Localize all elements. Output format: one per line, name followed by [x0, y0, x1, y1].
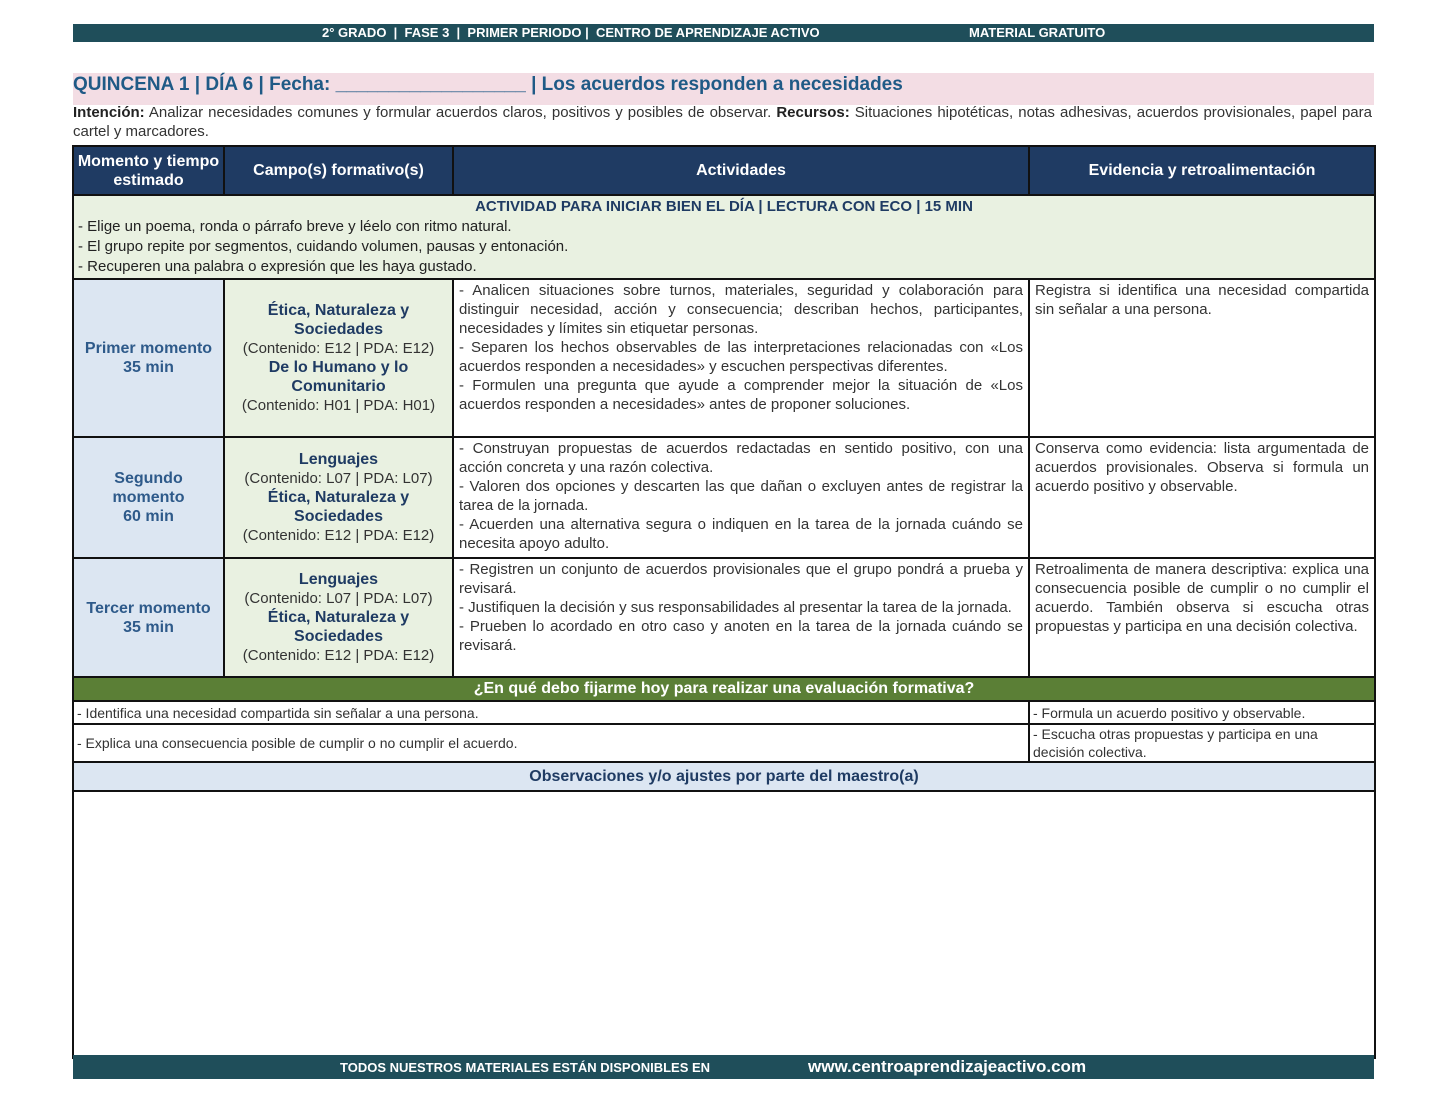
campo-content: (Contenido: E12 | PDA: E12)	[242, 647, 435, 664]
activities-cell	[453, 437, 1029, 558]
moment-name: Primer momento	[84, 340, 213, 357]
page-title: QUINCENA 1 | DÍA 6 | Fecha: __________________ | Los acuerdos responden a necesidades	[73, 73, 1374, 105]
campo-name: Lenguajes	[298, 571, 379, 588]
evidence-cell: Conserva como evidencia: lista argumentada de acuerdos provisionales. Observa si formula un acuerdo positivo y observable.	[1029, 437, 1375, 558]
start-activity-row	[73, 195, 1375, 279]
intent-label: Intención:	[73, 104, 145, 121]
evaluation-item: - Explica una consecuencia posible de cumplir o no cumplir el acuerdo.	[73, 724, 1029, 762]
evaluation-title: ¿En qué debo fijarme hoy para realizar una evaluación formativa?	[73, 677, 1375, 701]
campo-name: Lenguajes	[298, 451, 379, 468]
activity-item: - Valoren dos opciones y descarten las que dañan o excluyen antes de registrar la tarea de la jornada.	[459, 478, 1023, 514]
start-activity-line: - Recuperen una palabra o expresión que les haya gustado.	[78, 258, 477, 275]
evaluation-row	[73, 724, 1375, 762]
start-activity-line: - El grupo repite por segmentos, cuidando volumen, pausas y entonación.	[78, 238, 569, 255]
activity-item: - Construyan propuestas de acuerdos redactadas en sentido positivo, con una acción concreta y una razón colectiva.	[459, 440, 1023, 476]
campo-content: (Contenido: E12 | PDA: E12)	[242, 527, 435, 544]
activities-cell	[453, 558, 1029, 677]
start-activity-title: ACTIVIDAD PARA INICIAR BIEN EL DÍA | LECTURA CON ECO | 15 MIN	[475, 198, 973, 215]
activities-cell	[453, 279, 1029, 437]
moment-name: Tercer momento	[86, 599, 211, 617]
activity-item: - Justifiquen la decisión y sus responsabilidades al presentar la tarea de la jornada.	[459, 599, 1012, 616]
header-activities: Actividades	[453, 146, 1029, 195]
campo-name: Ética, Naturaleza y Sociedades	[267, 302, 410, 338]
campo-name: Ética, Naturaleza y Sociedades	[267, 489, 410, 525]
resources-text: Situaciones hipotéticas, notas adhesivas, acuerdos provisionales, papel para cartel y marcadores.	[73, 104, 1372, 140]
campo-content: (Contenido: L07 | PDA: L07)	[244, 470, 433, 487]
campo-name: De lo Humano y lo Comunitario	[268, 359, 409, 395]
observations-area[interactable]	[73, 791, 1375, 1058]
lesson-table	[72, 145, 1376, 1059]
moment-cell	[73, 558, 224, 677]
moment-time: 35 min	[123, 618, 174, 636]
top-banner	[73, 24, 1374, 42]
campo-content: (Contenido: E12 | PDA: E12)	[242, 340, 435, 357]
campo-content: (Contenido: H01 | PDA: H01)	[241, 397, 436, 414]
moment-time: 35 min	[123, 359, 174, 376]
intent-paragraph	[73, 103, 1372, 141]
activity-item: - Registren un conjunto de acuerdos provisionales que el grupo pondrá a prueba y revisará.	[459, 561, 1023, 597]
campo-cell	[224, 558, 453, 677]
start-activity-line: - Elige un poema, ronda o párrafo breve y léelo con ritmo natural.	[78, 218, 512, 235]
observations-body-row	[73, 791, 1375, 1058]
campo-name: Ética, Naturaleza y Sociedades	[267, 609, 410, 645]
campo-cell	[224, 437, 453, 558]
header-free-material: MATERIAL GRATUITO	[969, 25, 1106, 40]
start-activity-cell	[73, 195, 1375, 279]
header-moment: Momento y tiempo estimado	[73, 146, 224, 195]
activity-item: - Analicen situaciones sobre turnos, materiales, seguridad y colaboración para distinguir necesidad, acción y consecuencia; describan hechos, participantes, necesidades y límites sin etiquetar personas.	[459, 282, 1023, 337]
evaluation-item: - Formula un acuerdo positivo y observable.	[1029, 701, 1375, 724]
evidence-cell: Registra si identifica una necesidad compartida sin señalar a una persona.	[1029, 279, 1375, 437]
table-row-third-moment	[73, 558, 1375, 677]
evaluation-item: - Escucha otras propuestas y participa en una decisión colectiva.	[1029, 724, 1375, 762]
activity-item: - Formulen una pregunta que ayude a comprender mejor la situación de «Los acuerdos responden a necesidades» antes de proponer soluciones.	[459, 377, 1023, 413]
evaluation-row	[73, 701, 1375, 724]
header-grade-info: 2° GRADO | FASE 3 | PRIMER PERIODO | CENTRO DE APRENDIZAJE ACTIVO	[322, 25, 820, 40]
observations-header-row	[73, 762, 1375, 791]
moment-cell	[73, 437, 224, 558]
moment-name: momento	[112, 489, 185, 506]
moment-name: Segundo	[114, 470, 183, 487]
intent-text: Analizar necesidades comunes y formular acuerdos claros, positivos y posibles de observar.	[144, 104, 777, 121]
moment-cell	[73, 279, 224, 437]
campo-content: (Contenido: L07 | PDA: L07)	[244, 590, 433, 607]
resources-label: Recursos:	[776, 104, 850, 121]
header-evidence: Evidencia y retroalimentación	[1029, 146, 1375, 195]
table-row-first-moment	[73, 279, 1375, 437]
evaluation-header-row	[73, 677, 1375, 701]
footer-label: TODOS NUESTROS MATERIALES ESTÁN DISPONIBLES EN	[340, 1060, 711, 1075]
table-row-second-moment	[73, 437, 1375, 558]
evaluation-item: - Identifica una necesidad compartida sin señalar a una persona.	[73, 701, 1029, 724]
moment-time: 60 min	[123, 508, 174, 525]
campo-cell	[224, 279, 453, 437]
activity-item: - Prueben lo acordado en otro caso y anoten en la tarea de la jornada cuándo se revisará.	[459, 618, 1023, 654]
observations-title: Observaciones y/o ajustes por parte del maestro(a)	[73, 762, 1375, 791]
evidence-cell: Retroalimenta de manera descriptiva: explica una consecuencia posible de cumplir o no cumplir el acuerdo. También observa si escucha otras propuestas y participa en una decisión colectiva.	[1029, 558, 1375, 677]
table-header-row	[73, 146, 1375, 195]
activity-item: - Separen los hechos observables de las interpretaciones relacionadas con «Los acuerdos responden a necesidades» y escuchen perspectivas diferentes.	[459, 339, 1023, 375]
bottom-banner	[73, 1055, 1374, 1079]
header-campo: Campo(s) formativo(s)	[224, 146, 453, 195]
footer-url-link[interactable]: www.centroaprendizajeactivo.com	[808, 1057, 1087, 1076]
activity-item: - Acuerden una alternativa segura o indiquen en la tarea de la jornada cuándo se necesita apoyo adulto.	[459, 516, 1023, 552]
